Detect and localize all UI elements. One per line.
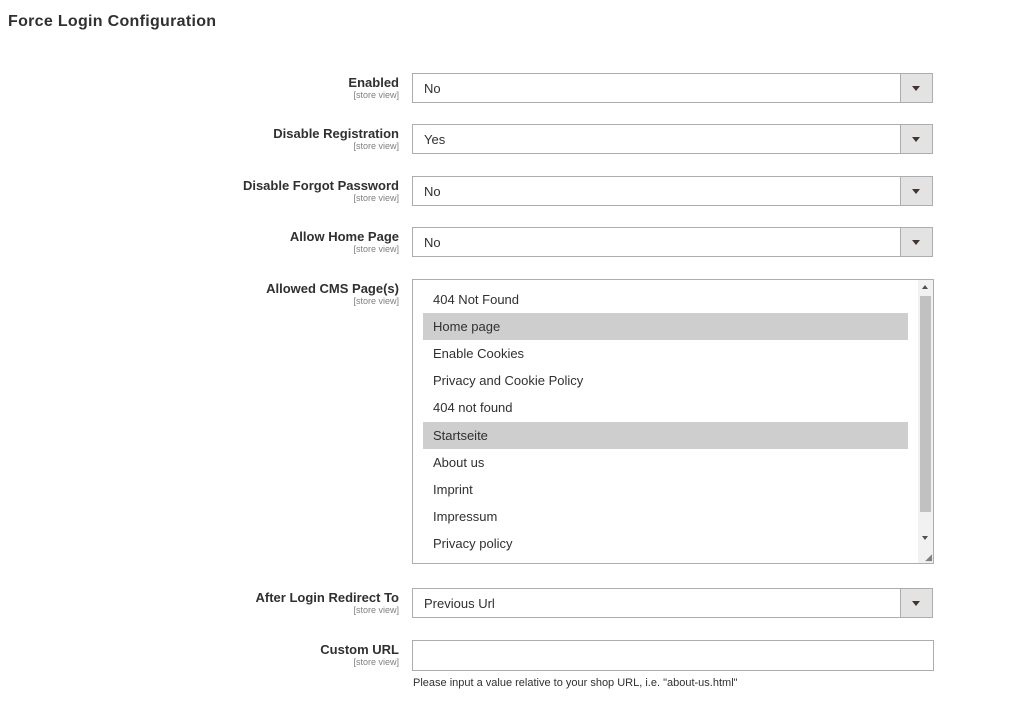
multiselect-option[interactable]: Impressum bbox=[433, 509, 498, 524]
multiselect-option[interactable]: About us bbox=[433, 455, 485, 470]
multiselect-option[interactable]: 404 Not Found bbox=[433, 292, 520, 307]
field-scope-text: [store view] bbox=[353, 193, 399, 203]
disable-registration-select[interactable] bbox=[412, 124, 933, 154]
dropdown-button[interactable] bbox=[900, 74, 932, 102]
field-scope-text: [store view] bbox=[353, 90, 399, 100]
after-login-redirect-select[interactable] bbox=[412, 588, 933, 618]
field-label-text: After Login Redirect To bbox=[255, 590, 399, 605]
dropdown-button[interactable] bbox=[900, 228, 932, 256]
dropdown-button[interactable] bbox=[900, 177, 932, 205]
allow-home-page-select[interactable] bbox=[412, 227, 933, 257]
scrollbar-thumb[interactable] bbox=[920, 296, 931, 512]
dropdown-button[interactable] bbox=[900, 125, 932, 153]
multiselect-option[interactable]: Privacy and Cookie Policy bbox=[433, 373, 584, 388]
multiselect-option[interactable]: Home page bbox=[423, 313, 908, 340]
enabled-select[interactable] bbox=[412, 73, 933, 103]
field-label-text: Disable Forgot Password bbox=[242, 178, 399, 193]
chevron-down-icon bbox=[912, 137, 920, 142]
vertical-scrollbar[interactable] bbox=[918, 280, 933, 563]
multiselect-option[interactable]: 404 not found bbox=[433, 400, 513, 415]
select-value: No bbox=[424, 235, 441, 250]
field-label-disable-registration bbox=[273, 126, 399, 152]
multiselect-option[interactable]: Imprint bbox=[433, 482, 473, 497]
field-label-text: Allow Home Page bbox=[289, 229, 399, 244]
chevron-down-icon bbox=[912, 86, 920, 91]
field-label-text: Enabled bbox=[348, 75, 399, 90]
field-label-after-login-redirect bbox=[256, 590, 399, 616]
scroll-down-arrow-icon[interactable] bbox=[922, 536, 928, 540]
field-label-text: Disable Registration bbox=[273, 126, 399, 141]
disable-forgot-password-select[interactable] bbox=[412, 176, 933, 206]
field-scope-text: [store view] bbox=[353, 244, 399, 254]
field-scope-text: [store view] bbox=[353, 605, 399, 615]
select-value: No bbox=[424, 184, 441, 199]
field-scope-text: [store view] bbox=[353, 296, 399, 306]
select-value: Previous Url bbox=[424, 596, 495, 611]
allowed-cms-pages-multiselect[interactable] bbox=[412, 279, 934, 564]
chevron-down-icon bbox=[912, 189, 920, 194]
field-label-disable-forgot-password bbox=[243, 178, 399, 204]
field-label-custom-url bbox=[320, 642, 399, 668]
select-value: Yes bbox=[424, 132, 446, 147]
field-label-enabled bbox=[348, 75, 399, 101]
section-title: Force Login Configuration bbox=[8, 13, 217, 30]
dropdown-button[interactable] bbox=[900, 589, 932, 617]
multiselect-option[interactable]: Enable Cookies bbox=[433, 346, 525, 361]
select-value: No bbox=[424, 81, 441, 96]
custom-url-input[interactable] bbox=[412, 640, 934, 671]
chevron-down-icon bbox=[912, 601, 920, 606]
resize-grip-icon[interactable]: ◢ bbox=[925, 552, 932, 562]
field-label-text: Custom URL bbox=[320, 642, 399, 657]
field-scope-text: [store view] bbox=[353, 657, 399, 667]
custom-url-note: Please input a value relative to your shop URL, i.e. "about-us.html" bbox=[413, 677, 738, 689]
scroll-up-arrow-icon[interactable] bbox=[922, 285, 928, 289]
field-label-text: Allowed CMS Page(s) bbox=[266, 281, 399, 296]
multiselect-option[interactable]: Startseite bbox=[423, 422, 908, 449]
field-label-allowed-cms-pages bbox=[266, 281, 399, 307]
chevron-down-icon bbox=[912, 240, 920, 245]
field-scope-text: [store view] bbox=[353, 141, 399, 151]
field-label-allow-home-page bbox=[290, 229, 399, 255]
multiselect-option[interactable]: Privacy policy bbox=[433, 536, 513, 551]
